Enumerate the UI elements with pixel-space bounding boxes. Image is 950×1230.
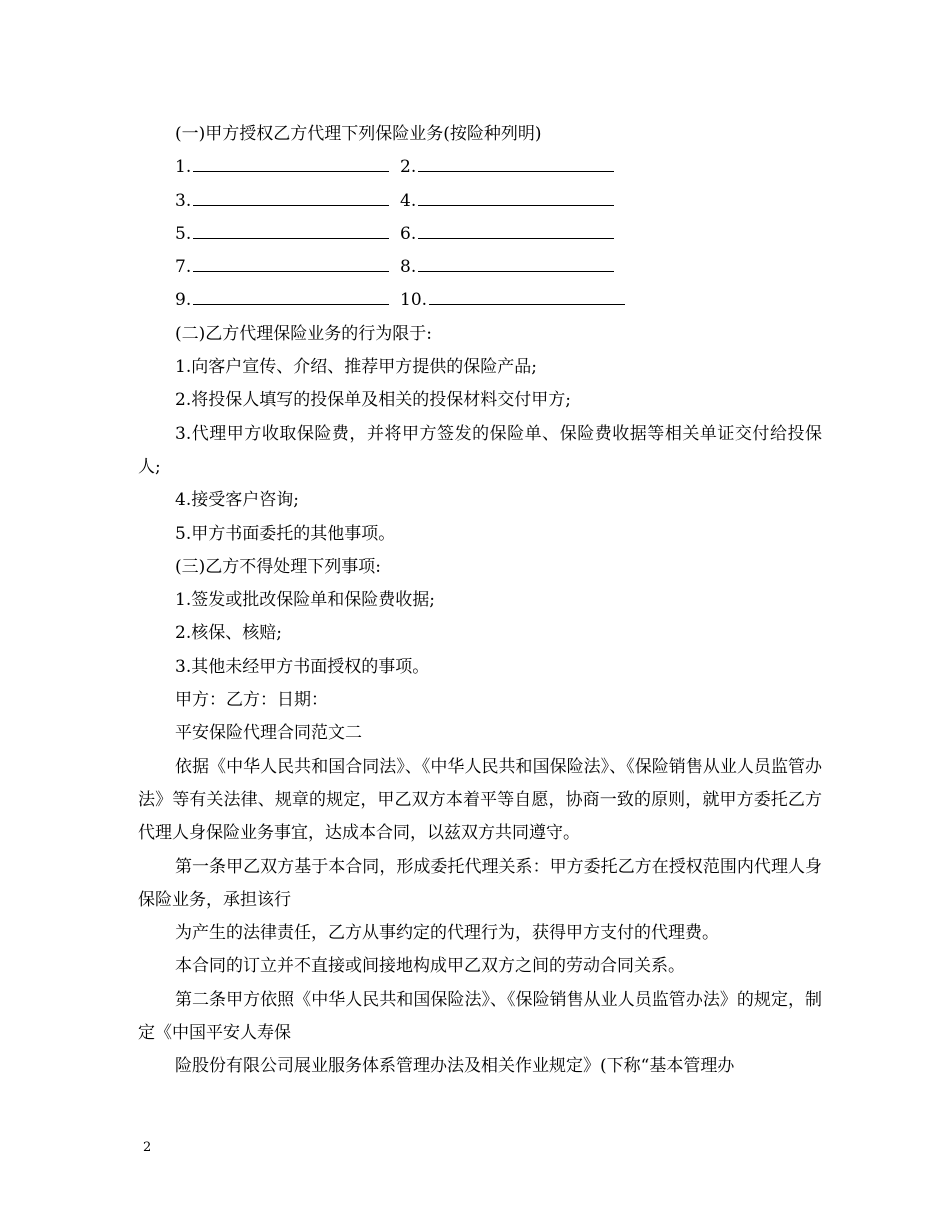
section-two-heading: (二)乙方代理保险业务的行为限于: bbox=[175, 323, 432, 344]
blank-item bbox=[400, 218, 614, 251]
body-paragraph: 第二条甲方依照《中华人民共和国保险法》、《保险销售从业人员监管办法》的规定，制定《中国平安人寿保 bbox=[138, 989, 822, 1044]
blank-item bbox=[175, 251, 389, 284]
blank-item-row bbox=[138, 185, 822, 218]
page-number: 2 bbox=[143, 1140, 152, 1155]
blank-item-number: 9. bbox=[175, 290, 192, 311]
blank-item bbox=[400, 251, 614, 284]
blank-item bbox=[175, 151, 389, 184]
section-one-heading: (一)甲方授权乙方代理下列保险业务(按险种列明) bbox=[175, 124, 542, 144]
list-item: 2.核保、核赔; bbox=[175, 623, 282, 644]
blank-fill-line bbox=[418, 191, 614, 206]
blank-fill-line bbox=[193, 191, 389, 206]
example-title: 平安保险代理合同范文二 bbox=[175, 723, 362, 744]
blank-item bbox=[175, 218, 389, 251]
blank-fill-line bbox=[429, 290, 625, 305]
blank-item bbox=[400, 151, 614, 184]
blank-item bbox=[175, 185, 389, 218]
blank-item bbox=[400, 185, 614, 218]
blank-fill-line bbox=[418, 257, 614, 272]
list-item: 2.将投保人填写的投保单及相关的投保材料交付甲方; bbox=[175, 390, 571, 411]
body-paragraph: 第一条甲乙双方基于本合同，形成委托代理关系：甲方委托乙方在授权范围内代理人身保险业务，承担该行 bbox=[138, 856, 822, 910]
document-body bbox=[138, 118, 822, 1084]
blank-item-row bbox=[138, 251, 822, 284]
blank-item bbox=[400, 284, 625, 317]
body-paragraph: 险股份有限公司展业服务体系管理办法及相关作业规定》(下称“基本管理办 bbox=[175, 1056, 735, 1077]
list-item: 3.其他未经甲方书面授权的事项。 bbox=[175, 656, 430, 677]
blank-item-number: 6. bbox=[400, 223, 417, 244]
blank-item bbox=[175, 284, 389, 317]
list-item: 1.签发或批改保险单和保险费收据; bbox=[175, 590, 435, 611]
blank-item-number: 4. bbox=[400, 190, 417, 211]
body-paragraph: 依据《中华人民共和国合同法》、《中华人民共和国保险法》、《保险销售从业人员监管办法》等有关法律、规章的规定，甲乙双方本着平等自愿，协商一致的原则，就甲方委托乙方代理人身保险业务事宜，达成本合同，以兹双方共同遵守。 bbox=[138, 756, 822, 844]
body-paragraph: 本合同的订立并不直接或间接地构成甲乙双方之间的劳动合同关系。 bbox=[175, 956, 685, 977]
blank-item-number: 2. bbox=[400, 157, 417, 178]
blank-item-row bbox=[138, 284, 822, 317]
blank-item-row bbox=[138, 151, 822, 184]
section-three-heading: (三)乙方不得处理下列事项: bbox=[175, 556, 381, 577]
signature-line: 甲方：乙方：日期： bbox=[175, 690, 328, 711]
blank-item-number: 5. bbox=[175, 223, 192, 244]
blank-item-number: 10. bbox=[400, 290, 428, 311]
blank-item-number: 3. bbox=[175, 190, 192, 211]
body-paragraph: 为产生的法律责任，乙方从事约定的代理行为，获得甲方支付的代理费。 bbox=[175, 923, 719, 944]
blank-fill-line bbox=[418, 224, 614, 239]
blank-fill-line bbox=[193, 257, 389, 272]
blank-fill-line bbox=[193, 290, 389, 305]
list-item: 5.甲方书面委托的其他事项。 bbox=[175, 523, 396, 544]
list-item: 4.接受客户咨询; bbox=[175, 490, 299, 511]
blank-item-number: 8. bbox=[400, 257, 417, 278]
blank-fill-line bbox=[418, 157, 614, 172]
blank-item-number: 1. bbox=[175, 157, 192, 178]
blank-fill-line bbox=[193, 224, 389, 239]
list-item: 1.向客户宣传、介绍、推荐甲方提供的保险产品; bbox=[175, 357, 537, 378]
blank-fill-line bbox=[193, 157, 389, 172]
blank-item-row bbox=[138, 218, 822, 251]
list-item: 3.代理甲方收取保险费，并将甲方签发的保险单、保险费收据等相关单证交付给投保人; bbox=[138, 423, 822, 477]
blank-item-number: 7. bbox=[175, 257, 192, 278]
